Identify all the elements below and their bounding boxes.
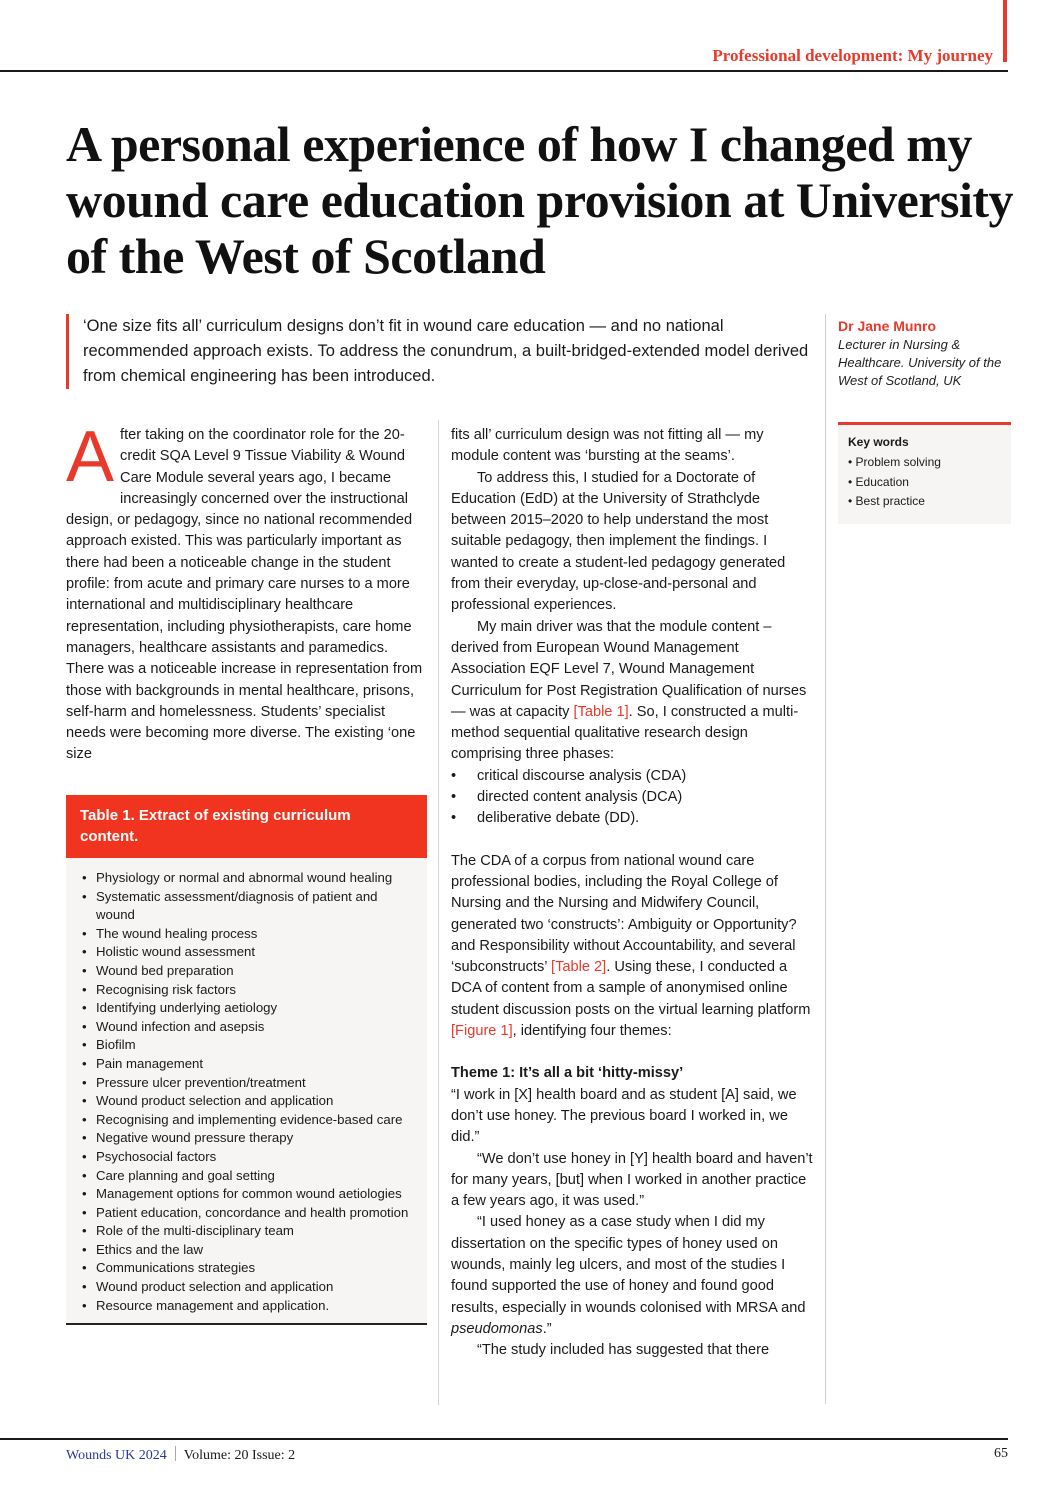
table-1-list (80, 869, 413, 1315)
column-divider (438, 420, 439, 1405)
footer-volume: Volume: 20 Issue: 2 (183, 1448, 296, 1463)
phase-item: • critical discourse analysis (CDA) (451, 766, 815, 787)
table-1-item: • The wound healing process (80, 925, 413, 944)
table-1-item: • Care planning and goal setting (80, 1167, 413, 1186)
keyword-item: • Problem solving (848, 453, 1001, 473)
table-1-body (66, 858, 427, 1325)
standfirst: ‘One size fits all’ curriculum designs don’t fit in wound care education — and no national recommended approach exists. To address the conundrum, a built-bridged-extended model derived from chemical engineering has been introduced. (66, 314, 833, 389)
footer-journal: Wounds UK 2024 (66, 1448, 167, 1463)
figure-1-reference-link[interactable]: [Figure 1] (451, 1023, 513, 1040)
keyword-item: • Best practice (848, 492, 1001, 512)
table-1-item: • Wound infection and asepsis (80, 1018, 413, 1037)
table-1-item: • Identifying underlying aetiology (80, 999, 413, 1018)
running-head: Professional development: My journey (712, 46, 993, 65)
author-name: Dr Jane Munro (838, 318, 937, 334)
table-1-item: • Wound bed preparation (80, 962, 413, 981)
footer-rule (0, 1438, 1008, 1440)
table-1-item: • Ethics and the law (80, 1241, 413, 1260)
quote: “I work in [X] health board and as student [A] said, we don’t use honey. The previous board I worked in, we did.” (451, 1086, 797, 1146)
quote: “The study included has suggested that there (477, 1342, 770, 1359)
author-sidebar (825, 314, 1028, 1404)
table-1-reference-link[interactable]: [Table 1] (573, 703, 629, 720)
table-1-item: • Management options for common wound aetiologies (80, 1185, 413, 1204)
table-1-item: • Wound product selection and application (80, 1278, 413, 1297)
table-1-item: • Systematic assessment/diagnosis of patient and wound (80, 888, 413, 925)
phase-item: • directed content analysis (DCA) (451, 787, 815, 808)
author-affiliation: Lecturer in Nursing & Healthcare. University of the West of Scotland, UK (838, 337, 1002, 388)
article-title: A personal experience of how I changed my wound care education provision at University of the West of Scotland (66, 116, 1014, 284)
paragraph: To address this, I studied for a Doctorate of Education (EdD) at the University of Strathclyde between 2015–2020 to help understand the most suitable pedagogy, then implement the findings. I wanted to create a student-led pedagogy generated from their everyday, up-close-and-personal and professional experiences. (451, 469, 786, 614)
intro-paragraph: After taking on the coordinator role for the 20-credit SQA Level 9 Tissue Viability & Wound Care Module several years ago, I became increasingly concerned over the instructional design, or pedagogy, since no national recommended approach existed. This was particularly important as there had been a noticeable change in the student profile: from acute and primary care nurses to a more international and multidisciplinary healthcare representation, including physiotherapists, care home managers, healthcare assistants and paramedics. There was a noticeable increase in representation from those with backgrounds in mental healthcare, prisons, self-harm and homelessness. Students’ specialist needs were becoming more diverse. The existing ‘one size (66, 417, 423, 763)
paragraph: fits all’ curriculum design was not fitting all — my module content was ‘bursting at the seams’. (451, 427, 764, 465)
table-1-item: • Role of the multi-disciplinary team (80, 1222, 413, 1241)
column-1 (66, 417, 428, 766)
keywords-box (838, 422, 1011, 524)
table-1-item: • Pressure ulcer prevention/treatment (80, 1074, 413, 1093)
quote: “I used honey as a case study when I did my dissertation on the specific types of honey used on wounds, mainly leg ulcers, and most of the studies I found supported the use of honey and found good results, especially in wounds colonised with MRSA and pseudomonas.” (451, 1214, 806, 1337)
keywords-title: Key words (848, 435, 909, 449)
column-2 (451, 425, 815, 1361)
quote: “We don’t use honey in [Y] health board and haven’t for many years, [but] when I worked in another practice a few years ago, it was used.” (451, 1150, 813, 1210)
drop-cap: A (66, 417, 115, 497)
table-1-item: • Recognising and implementing evidence-based care (80, 1111, 413, 1130)
theme-1-heading: Theme 1: It’s all a bit ‘hitty-missy’ (451, 1065, 684, 1082)
paragraph: The CDA of a corpus from national wound care professional bodies, including the Royal College of Nursing and the Nursing and Midwifery Council, generated two ‘constructs’: Ambiguity or Opportunity? and Responsibility without Accountability, and several ‘subconstructs’ [Table 2]. Using these, I conducted a DCA of content from a sample of anonymised online student discussion posts on the virtual learning platform [Figure 1], identifying four themes: (451, 852, 811, 1040)
phase-item: • deliberative debate (DD). (451, 808, 815, 829)
table-1-item: • Recognising risk factors (80, 981, 413, 1000)
table-1-item: • Pain management (80, 1055, 413, 1074)
top-accent-bar (1003, 0, 1007, 62)
table-1-item: • Psychosocial factors (80, 1148, 413, 1167)
table-1-title: Table 1. Extract of existing curriculum content. (66, 795, 427, 858)
table-1-item: • Communications strategies (80, 1259, 413, 1278)
table-1-item: • Negative wound pressure therapy (80, 1129, 413, 1148)
keyword-item: • Education (848, 473, 1001, 493)
table-1 (66, 795, 427, 1325)
header-rule (0, 70, 1008, 72)
table-1-item: • Resource management and application. (80, 1297, 413, 1316)
phases-list (451, 766, 815, 830)
table-1-item: • Physiology or normal and abnormal wound healing (80, 869, 413, 888)
page-footer (66, 1446, 1008, 1464)
paragraph: My main driver was that the module content – derived from European Wound Management Association EQF Level 7, Wound Management Curriculum for Post Registration Qualification of nurses — was at capacity [Table 1]. So, I constructed a multi-method sequential qualitative research design comprising three phases: (451, 618, 807, 763)
table-1-item: • Wound product selection and application (80, 1092, 413, 1111)
table-2-reference-link[interactable]: [Table 2] (551, 959, 607, 976)
table-1-item: • Patient education, concordance and health promotion (80, 1204, 413, 1223)
footer-separator (175, 1446, 176, 1461)
page-number: 65 (994, 1446, 1008, 1461)
keywords-list (848, 453, 1001, 512)
table-1-item: • Holistic wound assessment (80, 943, 413, 962)
table-1-item: • Biofilm (80, 1036, 413, 1055)
